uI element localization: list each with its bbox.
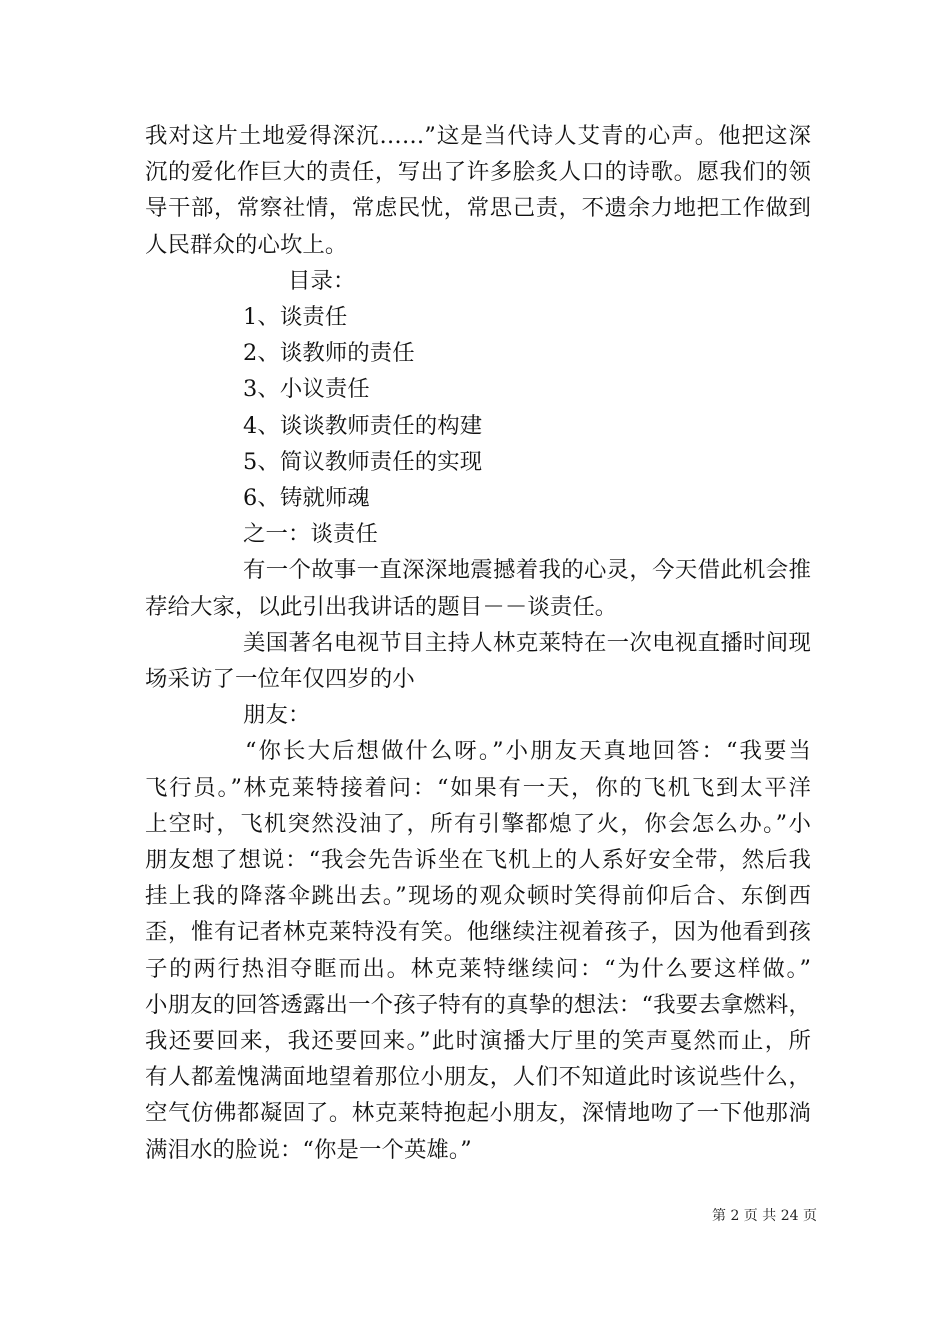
text-line: 空气仿佛都凝固了。林克莱特抱起小朋友，深情地吻了一下他那淌 (145, 1100, 811, 1127)
toc-title: 目录： (288, 267, 356, 294)
text-line: 上空时，飞机突然没油了，所有引擎都熄了火，你会怎么办。”小 (145, 810, 811, 837)
section-heading: 之一：谈责任 (243, 521, 378, 548)
text-line: 有人都羞愧满面地望着那位小朋友，人们不知道此时该说些什么， (145, 1064, 811, 1091)
text-line: 人民群众的心坎上。 (145, 231, 348, 258)
toc-item: 1、谈责任 (243, 304, 348, 331)
text-line: 场采访了一位年仅四岁的小 (145, 666, 415, 693)
text-line: 歪，惟有记者林克莱特没有笑。他继续注视着孩子，因为他看到孩 (145, 919, 811, 946)
text-line: “你长大后想做什么呀。”小朋友天真地回答：“我要当 (245, 738, 811, 765)
toc-item: 4、谈谈教师责任的构建 (243, 412, 483, 439)
text-line: 满泪水的脸说：“你是一个英雄。” (145, 1136, 472, 1163)
text-line: 美国著名电视节目主持人林克莱特在一次电视直播时间现 (243, 629, 811, 656)
text-line: 飞行员。”林克莱特接着问：“如果有一天，你的飞机飞到太平洋 (145, 774, 811, 801)
text-line: 有一个故事一直深深地震撼着我的心灵，今天借此机会推 (243, 557, 811, 584)
text-line: 荐给大家，以此引出我讲话的题目－－谈责任。 (145, 593, 618, 620)
host-paragraph (145, 625, 811, 697)
toc-item: 2、谈教师的责任 (243, 340, 415, 367)
toc-item: 6、铸就师魂 (243, 485, 370, 512)
toc-item: 3、小议责任 (243, 376, 370, 403)
text-line: 导干部，常察社情，常虑民忧，常思己责，不遗余力地把工作做到 (145, 195, 811, 222)
page-number-footer: 第 2 页 共 24 页 (712, 1208, 817, 1224)
text-line: 子的两行热泪夺眶而出。林克莱特继续问：“为什么要这样做。” (145, 955, 811, 982)
text-line: 小朋友的回答透露出一个孩子特有的真挚的想法：“我要去拿燃料， (145, 991, 811, 1018)
text-line: 朋友想了想说：“我会先告诉坐在飞机上的人系好安全带，然后我 (145, 847, 811, 874)
intro-paragraph (145, 118, 811, 263)
text-line: 我对这片土地爱得深沉……”这是当代诗人艾青的心声。他把这深 (145, 123, 811, 149)
dialogue-paragraph (145, 733, 811, 1167)
story-paragraph (145, 552, 811, 624)
document-page (145, 118, 811, 1168)
text-line: 沉的爱化作巨大的责任，写出了许多脍炙人口的诗歌。愿我们的领 (145, 159, 811, 186)
toc-item: 5、简议教师责任的实现 (243, 448, 483, 475)
table-of-contents (145, 299, 811, 516)
text-line: 挂上我的降落伞跳出去。”现场的观众顿时笑得前仰后合、东倒西 (145, 883, 811, 910)
text-line: 我还要回来，我还要回来。”此时演播大厅里的笑声戛然而止，所 (145, 1028, 811, 1055)
friend-line: 朋友： (243, 702, 311, 729)
